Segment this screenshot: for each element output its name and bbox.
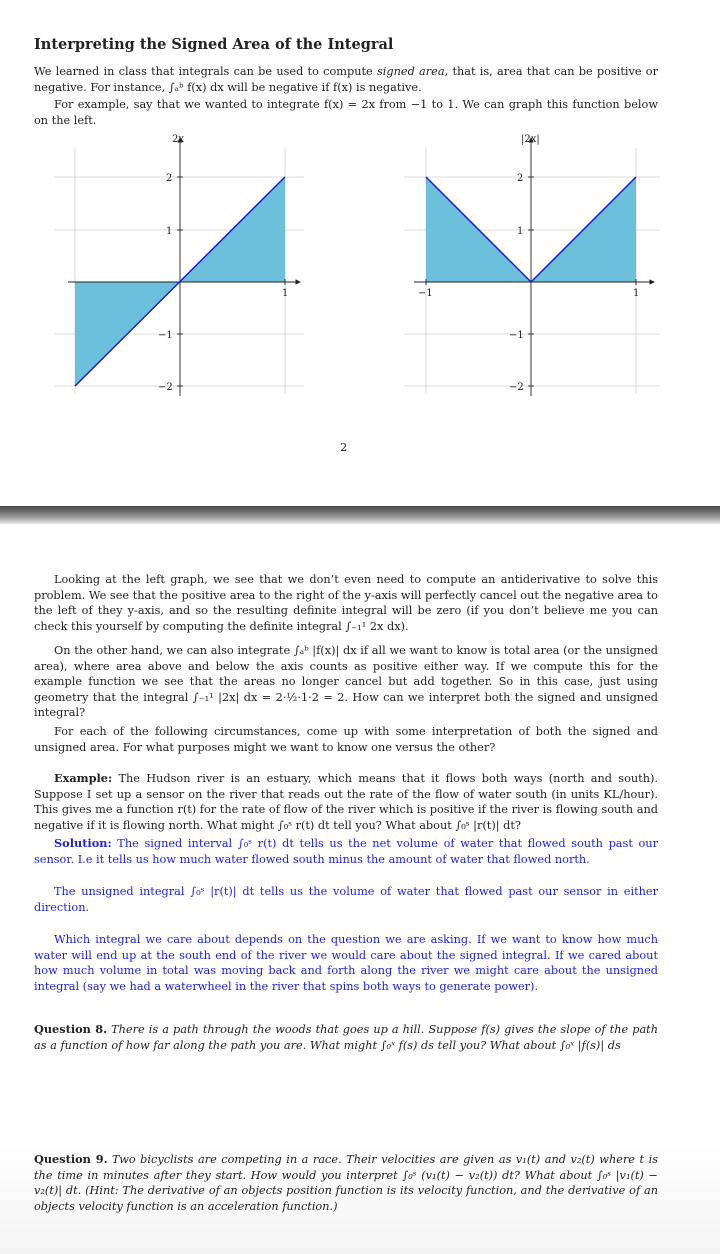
- solution-label: Solution:: [54, 836, 112, 850]
- x-tick-label: −1: [418, 288, 433, 299]
- intro-paragraph: [34, 64, 658, 95]
- paragraph-unsigned: On the other hand, we can also integrate ∫ₐᵇ |f(x)| dx if all we want to know is total area (or the unsigned area), where area above and below the axis counts as positive either way. If we compute this for the example function we see that the areas no longer cancel but add together. So in this case, just using geometry that the integral ∫₋₁¹ |2x| dx = 2·½·1·2 = 2. How can we interpret both the signed and unsigned integral?: [34, 644, 658, 719]
- intro-text-b: , that is, area that can be positive or negative. For instance, ∫ₐᵇ f(x) dx will be negative if f(x) is negative.: [34, 65, 658, 94]
- y-tick-label: −2: [509, 382, 524, 393]
- y-tick-label: −2: [158, 382, 173, 393]
- x-tick-label: 1: [282, 288, 289, 299]
- solution-which-paragraph: Which integral we care about depends on the question we are asking. If we want to know how much water will end up at the south end of the river we would care about the signed integral. If we cared about how much volume in total was moving back and forth along the river we might care about the unsigned integral (say we had a waterwheel in the river that spins both ways to generate power).: [34, 933, 658, 993]
- intro-text-a: We learned in class that integrals can be used to compute: [34, 65, 377, 78]
- y-tick-label: 2: [517, 173, 524, 184]
- graph-left: [54, 128, 304, 398]
- question-8-label: Question 8.: [34, 1022, 108, 1036]
- question-9: [34, 1152, 658, 1214]
- y-tick-label: −1: [158, 330, 173, 341]
- paragraph-left-graph: Looking at the left graph, we see that we don’t even need to compute an antiderivative to solve this problem. We see that the positive area to the right of the y-axis will perfectly cancel out the negative area to the left of they y-axis, and so the resulting definite integral will be zero (if you don’t believe me you can check this yourself by computing the definite integral ∫₋₁¹ 2x dx).: [34, 573, 658, 633]
- intro-example-paragraph: For example, say that we wanted to integrate f(x) = 2x from −1 to 1. We can graph this function below on the left.: [34, 98, 658, 127]
- question-8: [34, 1022, 658, 1053]
- y-tick-label: 1: [166, 226, 173, 237]
- question-8-text: There is a path through the woods that goes up a hill. Suppose f(s) gives the slope of the path as a function of how far along the path you are. What might ∫₀ˣ f(s) ds tell you? What about ∫₀ˣ |f(s)| ds: [34, 1023, 658, 1052]
- y-tick-label: −1: [509, 330, 524, 341]
- question-9-label: Question 9.: [34, 1152, 108, 1166]
- solution-unsigned-paragraph: The unsigned integral ∫₀ˢ |r(t)| dt tells us the volume of water that flowed past our sensor in either direction.: [34, 885, 658, 914]
- intro-emphasis: signed area: [376, 65, 445, 78]
- question-9-text: Two bicyclists are competing in a race. Their velocities are given as v₁(t) and v₂(t) where t is the time in minutes after they start. How would you interpret ∫₀ˢ (v₁(t) − v₂(t)) dt? What about ∫₀ˢ |v₁(t) − v₂(t)| dt. (Hint: The derivative of an objects position function is its velocity function, and the derivative of an objects velocity function is an acceleration function.): [34, 1153, 658, 1213]
- page-2: [0, 524, 720, 1254]
- x-tick-label: 1: [633, 288, 640, 299]
- paragraph-each: For each of the following circumstances, come up with some interpretation of both the signed and unsigned area. For what purposes might we want to know one versus the other?: [34, 725, 658, 754]
- example-label: Example:: [54, 771, 113, 785]
- solution-text: The signed interval ∫₀ˢ r(t) dt tells us the net volume of water that flowed south past our sensor. I.e it tells us how much water flowed south minus the amount of water that flowed north.: [34, 837, 658, 866]
- y-tick-label: 2: [166, 173, 173, 184]
- solution-paragraph: [34, 836, 658, 867]
- example-text: The Hudson river is an estuary, which means that it flows both ways (north and south). Suppose I set up a sensor on the river that reads out the rate of the flow of water south (in units KL/hour). This gives me a function r(t) for the rate of flow of the river which is positive if the river is flowing south and negative if it is flowing north. What might ∫₀ˢ r(t) dt tell you? What about ∫₀ˢ |r(t)| dt?: [34, 772, 658, 832]
- graph-right-label: |2x|: [521, 134, 540, 145]
- page-separator: [0, 506, 720, 524]
- page-1: [0, 0, 720, 506]
- page-title: Interpreting the Signed Area of the Integral: [34, 36, 394, 53]
- graph-right: [404, 128, 660, 398]
- y-tick-label: 1: [517, 226, 524, 237]
- example-paragraph: [34, 771, 658, 833]
- graph-left-label: 2x: [172, 134, 185, 145]
- page-number: 2: [340, 440, 348, 454]
